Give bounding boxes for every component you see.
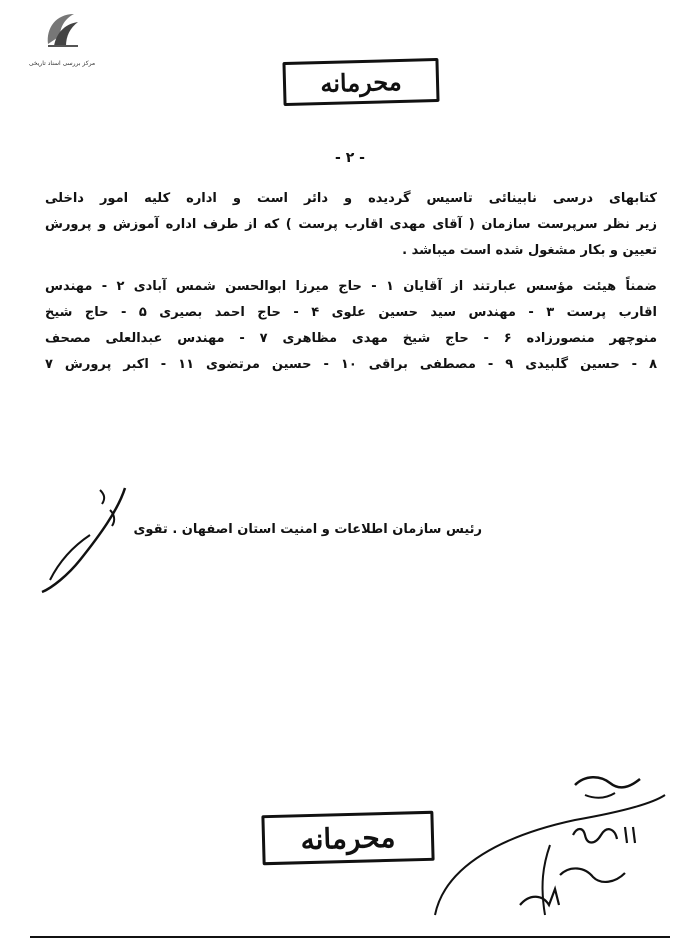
confidential-stamp-top: محرمانه [282, 58, 439, 106]
confidential-stamp-bottom: محرمانه [261, 811, 434, 865]
archive-caption: مرکز بررسی اسناد تاریخی [28, 60, 96, 67]
handwritten-signature [30, 480, 140, 600]
text-line: کتابهای درسی نابینائی تاسیس گردیده و دائر است و اداره کلیه امور داخلی [45, 191, 657, 206]
archive-logo [20, 10, 104, 74]
signatory: رئیس سازمان اطلاعات و امنیت استان اصفهان . تقوی [133, 522, 482, 537]
paragraph-1 [45, 186, 657, 264]
text-line: اقارب پرست ۳ - مهندس سید حسین علوی ۴ - حاج احمد بصیری ۵ - حاج شیخ [45, 305, 657, 320]
text-line: ضمناً هیئت مؤسس عبارتند از آقایان ۱ - حاج میرزا ابوالحسن شمس آبادی ۲ - مهندس [45, 279, 657, 294]
text-line: منوچهر منصورزاده ۶ - حاج شیخ مهدی مظاهری ۷ - مهندس عبدالعلی مصحف [45, 331, 657, 346]
text-line: تعیین و بکار مشغول شده است میباشد . [402, 243, 657, 258]
text-line: زیر نظر سرپرست سازمان ( آقای مهدی اقارب پرست ) که از طرف اداره آموزش و پرورش [45, 217, 657, 232]
text-line: ۸ - حسین گلبیدی ۹ - مصطفی براقی ۱۰ - حسین مرتضوی ۱۱ - اکبر پرورش ۷ [45, 357, 657, 372]
page-number: - ۲ - [335, 150, 365, 166]
bottom-rule [30, 936, 670, 938]
archive-emblem-icon [44, 10, 80, 50]
paragraph-2 [45, 274, 657, 378]
letter-body [45, 186, 657, 378]
handwritten-note [425, 765, 675, 925]
